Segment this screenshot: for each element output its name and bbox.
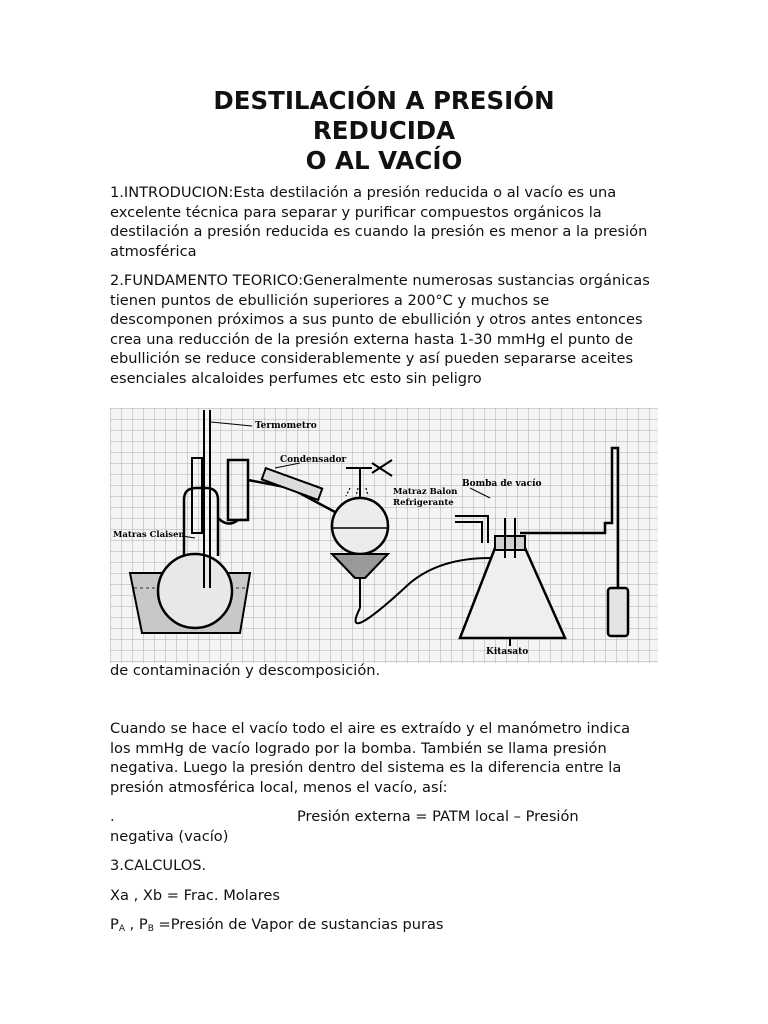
vacio-paragraph: Cuando se hace el vacío todo el aire es extraído y el manómetro indica los mmHg de vacío logrado por la bomba. También se llama presión negativa. Luego la presión dentro del sistema es la diferencia entre la presión atmosférica local, menos el vacío, así: (110, 720, 631, 796)
fundamento-continuation: de contaminación y descomposición. (110, 662, 381, 679)
label-matraz-claisen: Matras Claisen (113, 530, 185, 540)
p-symbol-b: , P (124, 916, 148, 933)
matraz-balon (332, 498, 388, 554)
label-refrigerante: Refrigerante (393, 498, 454, 508)
formula-text: Presión externa = PATM local – Presión (297, 808, 579, 825)
calculos-heading: 3.CALCULOS. (110, 857, 207, 874)
presion-vapor-line (110, 915, 670, 940)
formula-line-2: negativa (vacío) (110, 828, 229, 845)
claisen-flask (158, 554, 232, 628)
title-line-1: DESTILACIÓN A PRESIÓN (213, 86, 555, 115)
formula-dot: . (110, 808, 115, 825)
manometer-bulb (608, 588, 628, 636)
title-line-2: REDUCIDA (312, 116, 456, 145)
label-termometro: Termometro (255, 421, 317, 431)
presion-vapor-text: =Presión de Vapor de sustancias puras (153, 916, 444, 933)
apparatus-diagram (110, 408, 658, 663)
subscript-a: A (118, 924, 125, 934)
document-title (110, 86, 658, 176)
formula-line-1 (110, 807, 670, 827)
label-bomba: Bomba de vacío (462, 479, 542, 489)
label-kitasato: Kitasato (486, 647, 529, 657)
fracciones-molares: Xa , Xb = Frac. Molares (110, 887, 280, 904)
subscript-b: B (147, 924, 154, 934)
label-condensador: Condensador (280, 455, 347, 465)
title-line-3: O AL VACÍO (305, 146, 463, 175)
distillation-apparatus-figure (110, 408, 658, 663)
intro-paragraph: 1.INTRODUCION:Esta destilación a presión reducida o al vacío es una excelente técnica para separar y purificar compuestos orgánicos la destilación a presión reducida es cuando la presión es menor a la presión atmosférica (110, 184, 648, 260)
p-symbol-a: P (110, 916, 119, 933)
fundamento-paragraph: 2.FUNDAMENTO TEORICO:Generalmente numerosas sustancias orgánicas tienen puntos de ebullición superiores a 200°C y muchos se descomponen próximos a sus punto de ebullición y otros antes entonces crea una reducción de la presión externa hasta 1-30 mmHg el punto de ebullición se reduce considerablemente y así pueden separarse aceites esenciales alcaloides perfumes etc esto sin peligro (110, 272, 650, 387)
label-matraz-balon: Matraz Balon (393, 487, 458, 497)
